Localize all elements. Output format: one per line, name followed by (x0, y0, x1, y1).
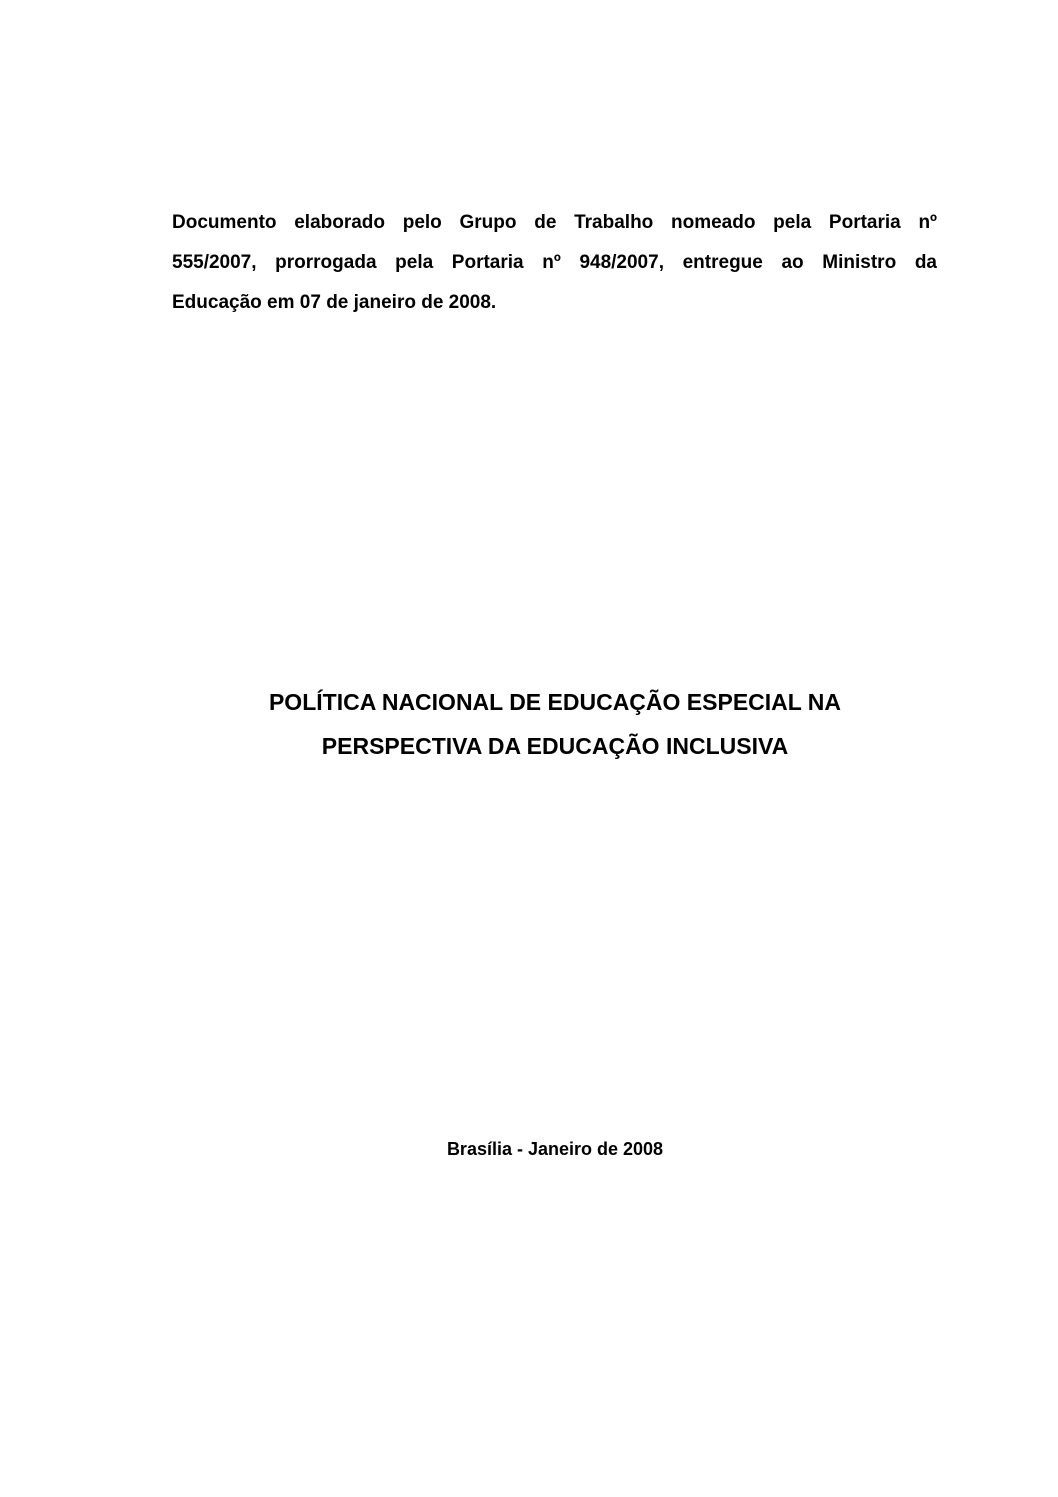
document-title (0, 680, 1058, 768)
title-line-2: PERSPECTIVA DA EDUCAÇÃO INCLUSIVA (321, 733, 789, 759)
title-line-1: POLÍTICA NACIONAL DE EDUCAÇÃO ESPECIAL NA (268, 689, 842, 715)
intro-line-2: 555/2007, prorrogada pela Portaria nº 948/2007, entregue ao Ministro da (172, 252, 937, 273)
intro-paragraph (172, 203, 937, 323)
intro-line-1: Documento elaborado pelo Grupo de Trabalho nomeado pela Portaria nº (172, 212, 937, 233)
place-and-date: Brasília - Janeiro de 2008 (446, 1139, 664, 1159)
intro-line-3: Educação em 07 de janeiro de 2008. (172, 292, 497, 313)
